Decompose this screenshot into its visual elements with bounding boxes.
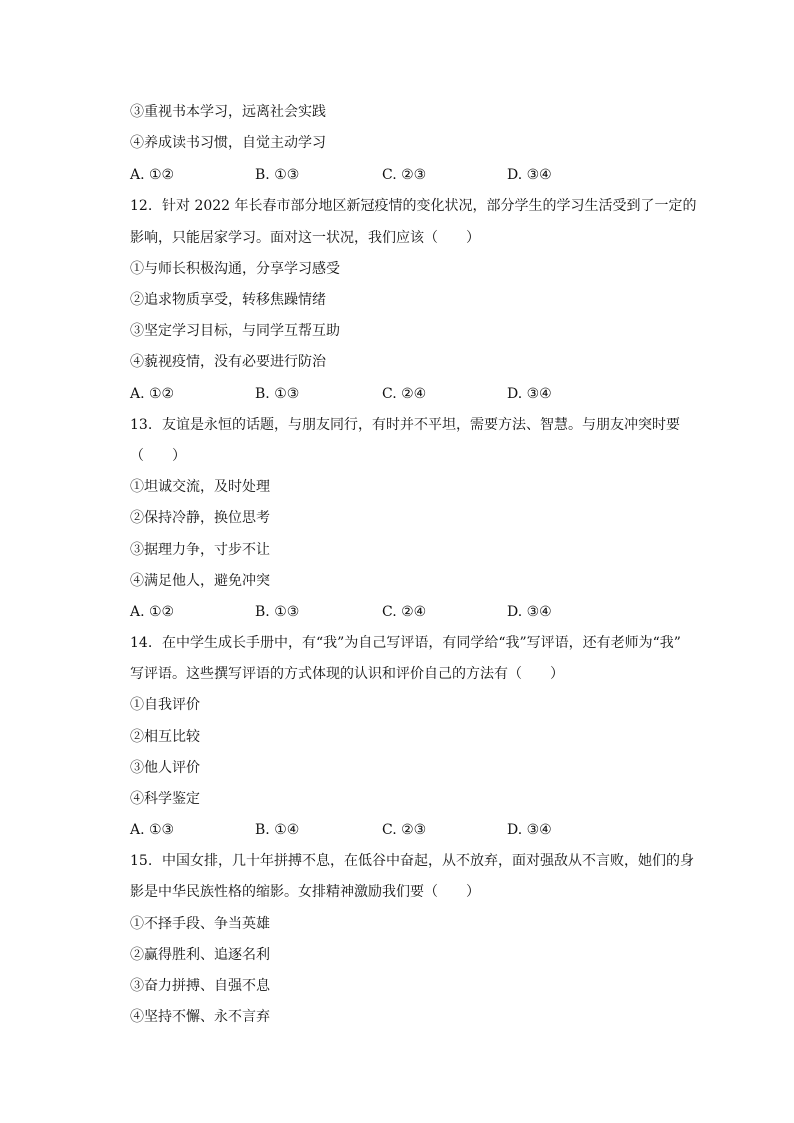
q11-options: [130, 165, 690, 185]
q13-options: [130, 602, 690, 622]
q11-option-c: C. ②③: [382, 167, 427, 183]
q12-item-4: ④藐视疫情，没有必要进行防治: [130, 354, 326, 370]
q14-item-3: ③他人评价: [130, 760, 200, 776]
q13-item-3: ③据理力争，寸步不让: [130, 542, 270, 558]
q12-stem-text1: 针对 2022 年长春市部分地区新冠疫情的变化状况，部分学生的学习生活受到了一定的: [162, 198, 697, 214]
q13-stem-line1: [130, 415, 695, 435]
q14-stem-text1: 在中学生成长手册中，有“我”为自己写评语，有同学给“我”写评语，还有老师为“我”: [162, 635, 681, 651]
q12-number: 12.: [130, 198, 153, 214]
q13-item-1: ①坦诚交流，及时处理: [130, 479, 270, 495]
q12-item-2: ②追求物质享受，转移焦躁情绪: [130, 292, 326, 308]
q13-option-d: D. ③④: [507, 604, 552, 620]
q11-option-d: D. ③④: [507, 167, 552, 183]
q13-option-a: A. ①②: [130, 604, 175, 620]
q14-option-a: A. ①③: [130, 822, 175, 838]
q12-option-b: B. ①③: [255, 386, 300, 402]
q14-option-d: D. ③④: [507, 822, 552, 838]
q11-option-b: B. ①③: [255, 167, 300, 183]
q12-option-a: A. ①②: [130, 386, 175, 402]
q13-number: 13.: [130, 417, 153, 433]
q12-option-c: C. ②④: [382, 386, 427, 402]
q14-number: 14.: [130, 635, 153, 651]
q14-options: [130, 820, 690, 840]
q15-number: 15.: [130, 853, 153, 869]
q13-option-c: C. ②④: [382, 604, 427, 620]
q14-item-2: ②相互比较: [130, 729, 200, 745]
q13-option-b: B. ①③: [255, 604, 300, 620]
q14-item-4: ④科学鉴定: [130, 791, 200, 807]
q13-item-2: ②保持冷静，换位思考: [130, 510, 270, 526]
q14-option-c: C. ②③: [382, 822, 427, 838]
q14-item-1: ①自我评价: [130, 697, 200, 713]
q11-item-4: ④养成读书习惯，自觉主动学习: [130, 135, 326, 151]
q13-item-4: ④满足他人，避免冲突: [130, 573, 270, 589]
q12-option-d: D. ③④: [507, 386, 552, 402]
q14-stem-line2: 写评语。这些撰写评语的方式体现的认识和评价自己的方法有（ ）: [130, 666, 564, 682]
q13-stem-line2: （ ）: [130, 448, 186, 464]
q12-item-3: ③坚定学习目标，与同学互帮互助: [130, 323, 340, 339]
q14-option-b: B. ①④: [255, 822, 300, 838]
q14-stem-line1: [130, 633, 695, 653]
q15-item-2: ②赢得胜利、追逐名利: [130, 947, 270, 963]
q12-stem-line1: [130, 196, 695, 216]
q15-item-1: ①不择手段、争当英雄: [130, 916, 270, 932]
q15-item-4: ④坚持不懈、永不言弃: [130, 1009, 270, 1025]
q12-stem-line2: 影响，只能居家学习。面对这一状况，我们应该（ ）: [130, 230, 480, 246]
q12-options: [130, 384, 690, 404]
q12-item-1: ①与师长积极沟通，分享学习感受: [130, 261, 340, 277]
q13-stem-text1: 友谊是永恒的话题，与朋友同行，有时并不平坦，需要方法、智慧。与朋友冲突时要: [162, 417, 680, 433]
q11-item-3: ③重视书本学习，远离社会实践: [130, 104, 326, 120]
q15-stem-line1: [130, 851, 695, 871]
q11-option-a: A. ①②: [130, 167, 175, 183]
q15-stem-text1: 中国女排，几十年拼搏不息，在低谷中奋起，从不放弃，面对强敌从不言败，她们的身: [162, 853, 694, 869]
q15-item-3: ③奋力拼搏、自强不息: [130, 978, 270, 994]
q15-stem-line2: 影是中华民族性格的缩影。女排精神激励我们要（ ）: [130, 884, 480, 900]
